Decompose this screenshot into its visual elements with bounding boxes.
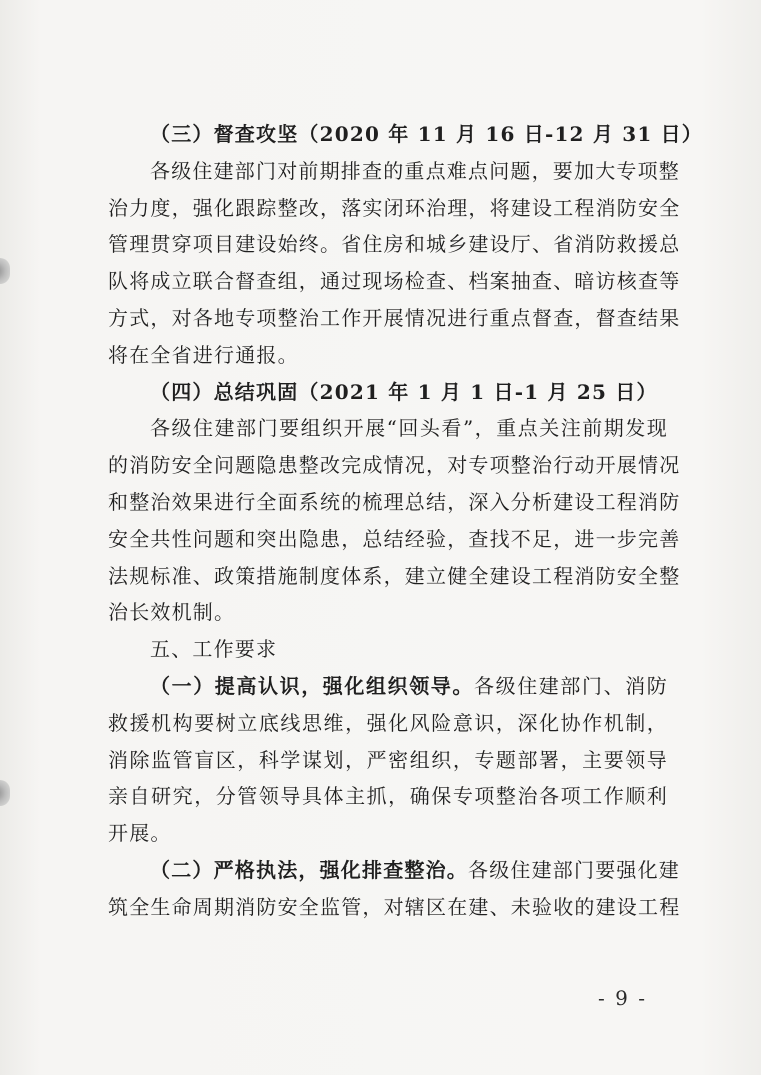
requirement-1-title: （一）提高认识，强化组织领导。 [150,673,474,698]
body-line: 队将成立联合督查组，通过现场检查、档案抽查、暗访核查等 [108,269,681,294]
body-line: 治力度，强化跟踪整改，落实闭环治理，将建设工程消防安全 [108,195,681,220]
binding-hole [0,780,10,806]
body-line: 的消防安全问题隐患整改完成情况，对专项整治行动开展情况 [108,453,681,478]
body-line: 和整治效果进行全面系统的梳理总结，深入分析建设工程消防 [108,489,681,514]
body-line: 各级住建部门对前期排查的重点难点问题，要加大专项整 [150,158,680,183]
body-line: 将在全省进行通报。 [108,342,299,367]
body-line: 法规标准、政策措施制度体系，建立健全建设工程消防安全整 [108,563,681,588]
page-number: - 9 - [598,986,647,1010]
part5-heading: 五、工作要求 [150,637,278,662]
document-body [108,116,703,926]
body-line: 开展。 [108,821,172,846]
body-line: 治长效机制。 [108,600,236,625]
requirement-2-title: （二）严格执法，强化排查整治。 [150,857,468,882]
section3-heading: （三）督查攻坚（2020 年 11 月 16 日-12 月 31 日） [150,122,703,146]
body-line: 救援机构要树立底线思维，强化风险意识，深化协作机制， [108,710,668,735]
body-line: 方式，对各地专项整治工作开展情况进行重点督查，督查结果 [108,305,681,330]
requirement-1-first-line [108,668,668,705]
requirement-1-text: 各级住建部门、消防 [474,673,668,698]
binding-hole [0,258,10,284]
body-line: 管理贯穿项目建设始终。省住房和城乡建设厅、省消防救援总 [108,232,681,257]
section4-heading: （四）总结巩固（2021 年 1 月 1 日-1 月 25 日） [150,379,658,404]
body-line: 各级住建部门要组织开展“回头看”，重点关注前期发现 [150,416,668,441]
requirement-2-first-line [108,852,680,889]
body-line: 亲自研究，分管领导具体主抓，确保专项整治各项工作顺利 [108,784,668,809]
body-line: 筑全生命周期消防安全监管，对辖区在建、未验收的建设工程 [108,894,681,919]
requirement-2-text: 各级住建部门要强化建 [468,857,680,882]
body-line: 消除监管盲区，科学谋划，严密组织，专题部署，主要领导 [108,747,668,772]
body-line: 安全共性问题和突出隐患，总结经验，查找不足，进一步完善 [108,526,681,551]
